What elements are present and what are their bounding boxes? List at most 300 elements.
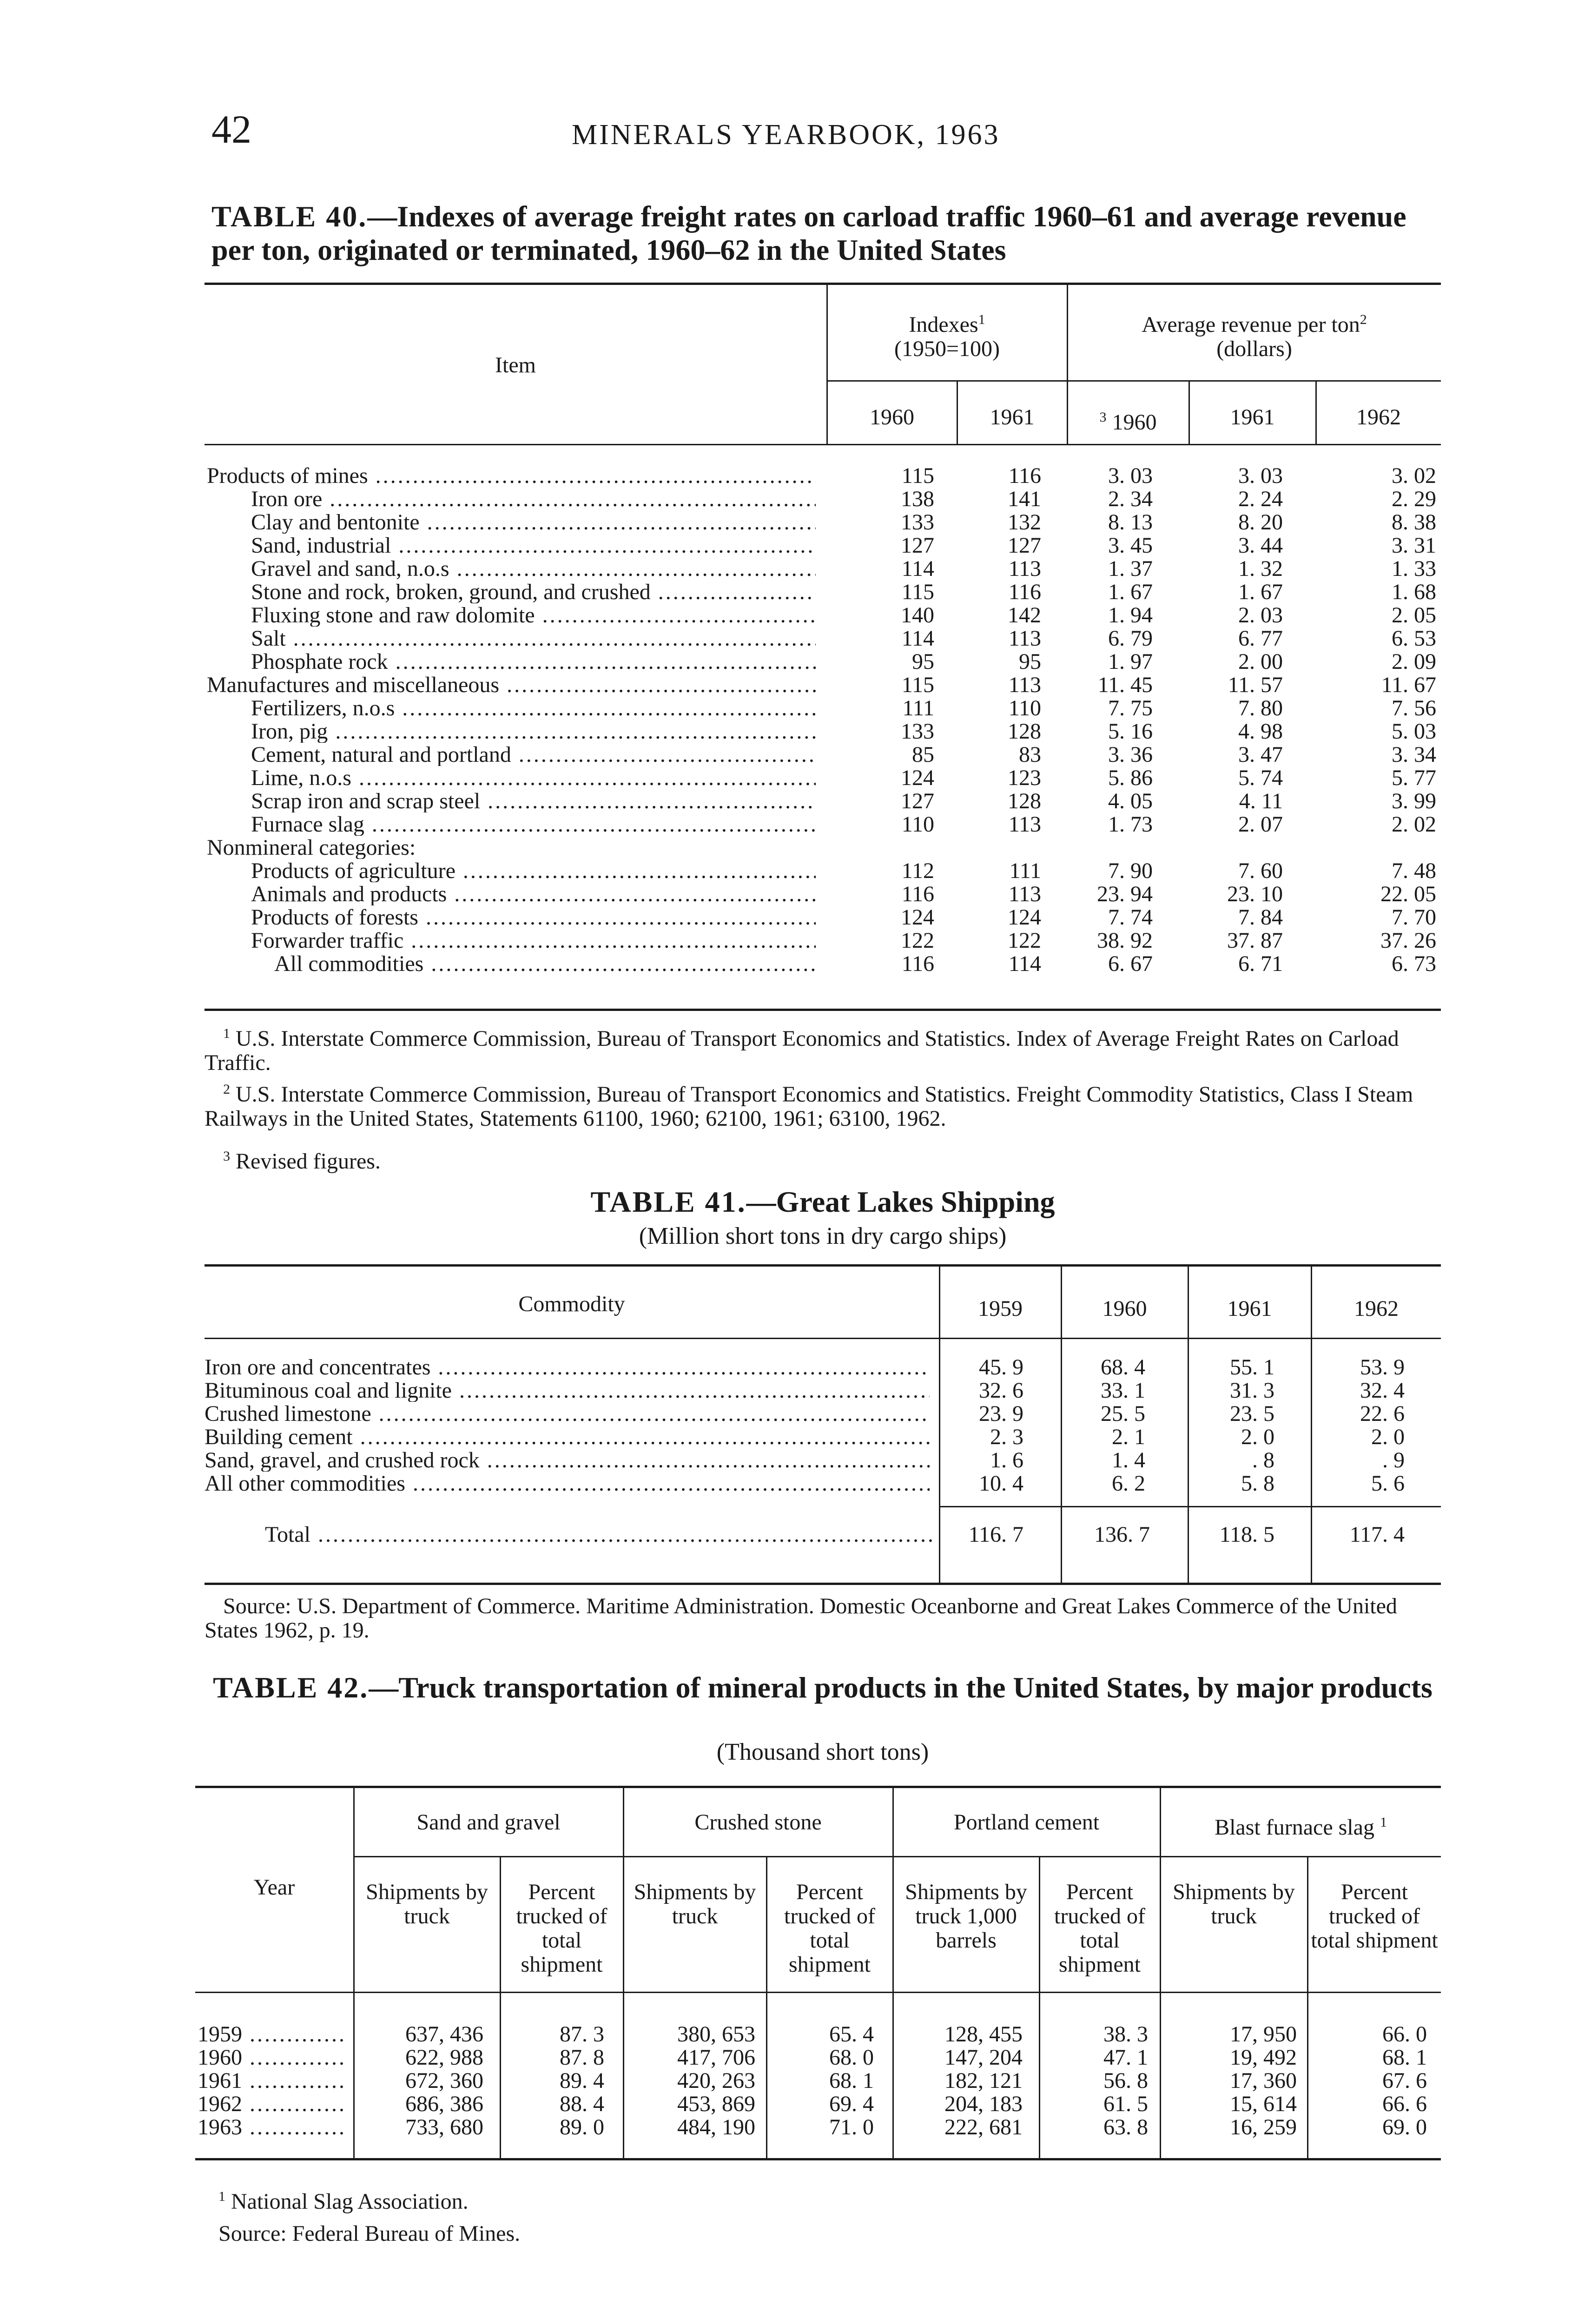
table40-cell: 115 [901,580,934,604]
footnote-text: Revised figures. [236,1149,381,1174]
table42-cell: 47. 1 [1103,2045,1148,2070]
table42-cell: 16, 259 [1230,2115,1297,2139]
table40-row-label: Iron, pig ..... [251,720,816,743]
table40-title [211,200,1439,267]
table40-cell: 116 [901,951,934,976]
table42-year-header: Year [253,1875,295,1900]
footnote-mark: 1 [223,1026,230,1041]
table40-cell: 7. 70 [1392,905,1436,930]
table41-cell: 10. 4 [979,1471,1023,1496]
table42-subcol: Percent trucked of total shipment [516,1880,607,1977]
table42-row [0,2070,1578,2092]
table42-cell: 69. 0 [1382,2115,1427,2139]
table41-top-rule [205,1264,1441,1267]
table40-indexes-label: Indexes [909,312,978,337]
table40-col-1960: 1960 [870,405,914,429]
table40-cell: 7. 90 [1108,858,1153,883]
table40-cell: 95 [912,649,934,674]
table41-cell: 33. 1 [1101,1378,1145,1403]
table40-cell: 4. 11 [1239,789,1283,813]
table41-bottom-rule [205,1583,1441,1585]
table40-col-rev-1960-label: 1960 [1112,410,1157,435]
table41-cell: 55. 1 [1230,1355,1274,1380]
table42-group-rule [353,1856,1441,1857]
table41-cell: 2. 3 [990,1425,1023,1449]
table40-cell: 122 [1008,928,1041,953]
table41-col-1959: 1959 [978,1296,1023,1321]
table42-cell: 88. 4 [560,2092,604,2116]
table40-row [0,860,1578,882]
table40-row [0,813,1578,836]
table41-row [0,1472,1578,1495]
table40-cell: 8. 13 [1108,510,1153,535]
table40-cell: 1. 68 [1392,580,1436,604]
table42-cell: 380, 653 [677,2022,755,2047]
table40-cell: 133 [901,510,934,535]
table42-group-blast-furnace-slag [1161,1810,1441,1840]
table40-cell: 132 [1008,510,1041,535]
table40-cell: 116 [901,882,934,906]
table40-revenue-label: Average revenue per ton [1142,312,1360,337]
table40-row-label: Animals and products ..... [251,883,816,905]
table42-cell: 71. 0 [829,2115,874,2139]
table40-cell: 5. 77 [1392,766,1436,790]
table41-total-row [205,1524,1441,1546]
table40-row [0,465,1578,487]
table42-title-text: —Truck transportation of mineral products in the United States, by major products [369,1671,1433,1704]
table42-row-year: 1960 ..... [198,2047,346,2069]
table42-cell: 65. 4 [829,2022,874,2047]
table40-cell: 3. 34 [1392,742,1436,767]
table40-cell: 114 [901,556,934,581]
table41-cell: 1. 6 [990,1448,1023,1472]
table42-cell: 672, 360 [405,2068,483,2093]
table40-cell: 4. 98 [1238,719,1283,744]
footnote-mark: 3 [223,1149,230,1164]
table42-cell: 222, 681 [944,2115,1023,2139]
table41-cell: 32. 6 [979,1378,1023,1403]
table40-row-label: Phosphate rock ..... [251,651,816,673]
table40-row [0,883,1578,905]
table41-row [0,1380,1578,1402]
table42-cell: 17, 950 [1230,2022,1297,2047]
table41-cell: 32. 4 [1360,1378,1405,1403]
table41-row-label: Bituminous coal and lignite ..... [205,1380,930,1402]
table40-cell: 5. 16 [1108,719,1153,744]
table40-cell: 1. 94 [1108,603,1153,627]
table40-bottom-rule [205,1009,1441,1011]
table42-footnote [218,2185,469,2214]
table42-row-year: 1963 ..... [198,2116,346,2139]
table41-cell: 45. 9 [979,1355,1023,1380]
table40-cell: 141 [1008,487,1041,511]
table40-cell: 114 [901,626,934,651]
table40-row [0,535,1578,557]
table42-group-crushed-stone: Crushed stone [694,1810,822,1835]
table40-cell: 114 [1008,951,1041,976]
table41-subtitle: (Million short tons in dry cargo ships) [639,1223,1007,1249]
table40-cell: 5. 74 [1238,766,1283,790]
table40-cell: 113 [1008,626,1041,651]
table40-row [0,906,1578,929]
table40-cell: 124 [901,766,934,790]
table41-cell: 31. 3 [1230,1378,1274,1403]
table42-group-sand-gravel: Sand and gravel [416,1810,561,1835]
footnote-text: National Slag Association. [231,2189,469,2214]
table40-col-rev-1962: 1962 [1356,405,1401,429]
table40-cell: 2. 00 [1238,649,1283,674]
table40-cell: 2. 09 [1392,649,1436,674]
table40-cell: 2. 34 [1108,487,1153,511]
table42-cell: 89. 0 [560,2115,604,2139]
table40-cell: 138 [901,487,934,511]
table40-revenue-header [1068,308,1441,361]
table40-row-label: Fluxing stone and raw dolomite ..... [251,604,816,627]
table41-row [0,1449,1578,1472]
table41-cell: 2. 1 [1112,1425,1145,1449]
table40-row-label: Furnace slag ..... [251,813,816,836]
table40-row-label: Iron ore ..... [251,488,816,510]
table40-cell: 22. 05 [1380,882,1436,906]
table42-row [0,2093,1578,2115]
table40-cell: 95 [1019,649,1041,674]
table40-cell: 128 [1008,789,1041,813]
table42-group-portland-cement: Portland cement [953,1810,1100,1835]
table40-cell: 113 [1008,882,1041,906]
table40-row [0,558,1578,580]
table42-subcol: Percent trucked of total shipment [1054,1880,1145,1977]
table40-row-label: Products of agriculture ..... [251,860,816,882]
table40-cell: 123 [1008,766,1041,790]
table41-cell: . 9 [1382,1448,1405,1472]
table40-cell: 37. 26 [1380,928,1436,953]
table40-cell: 113 [1008,812,1041,837]
table42-slag-label: Blast furnace slag [1215,1815,1374,1840]
table40-cell: 2. 29 [1392,487,1436,511]
table41-header-rule [205,1338,1441,1339]
table40-cell: 1. 73 [1108,812,1153,837]
table40-cell: 140 [901,603,934,627]
table42-row [0,2116,1578,2139]
table40-cell: 3. 03 [1108,463,1153,488]
table40-row [0,674,1578,696]
table40-row-label: Forwarder traffic ..... [251,930,816,952]
table40-row-label: Fertilizers, n.o.s ..... [251,697,816,720]
table41-total-1960: 136. 7 [1094,1522,1150,1547]
table40-row [0,744,1578,766]
table40-cell: 127 [901,533,934,558]
table40-cell: 3. 44 [1238,533,1283,558]
table42-cell: 420, 263 [677,2068,755,2093]
page-number: 42 [211,107,251,152]
table40-row [0,767,1578,789]
table41-col-1962: 1962 [1354,1296,1399,1321]
table41-col-1961: 1961 [1227,1296,1272,1321]
table40-cell: 110 [901,812,934,837]
table42-cell: 484, 190 [677,2115,755,2139]
table40-cell: 113 [1008,556,1041,581]
table40-row-label: Stone and rock, broken, ground, and crushed ..... [251,581,816,603]
table40-footnote-1 [205,1022,1441,1075]
table40-row [0,581,1578,603]
table40-cell: 2. 02 [1392,812,1436,837]
table40-cell: 8. 20 [1238,510,1283,535]
table42-cell: 622, 988 [405,2045,483,2070]
table40-cell: 112 [901,858,934,883]
table42-cell: 182, 121 [944,2068,1023,2093]
table41-col-1960: 1960 [1102,1296,1147,1321]
table40-row [0,651,1578,673]
table40-row [0,930,1578,952]
table40-cell: 3. 45 [1108,533,1153,558]
table42-subcol: Percent trucked of total shipment [784,1880,875,1977]
table41-row [0,1403,1578,1425]
table40-cell: 115 [901,463,934,488]
table40-cell: 7. 84 [1238,905,1283,930]
table40-cell: 4. 05 [1108,789,1153,813]
table40-cell: 23. 94 [1097,882,1153,906]
table41-cell: 5. 8 [1241,1471,1274,1496]
table40-cell: 115 [901,673,934,697]
footnote-text: U.S. Interstate Commerce Commission, Bureau of Transport Economics and Statistics. Freight Commodity Statistics, Class I Steam Railways in the United States, Statements 61100, 1960; 62100, 1961; 63100, 1962. [205,1082,1413,1131]
table40-cell: 1. 37 [1108,556,1153,581]
table40-cell: 7. 80 [1238,696,1283,720]
table40-title-text: —Indexes of average freight rates on carload traffic 1960–61 and average revenue per ton, originated or terminated, 1960–62 in the United States [211,200,1406,266]
table40-cell: 3. 02 [1392,463,1436,488]
table40-header-bottom-rule [205,444,1441,445]
table40-top-rule [205,283,1441,285]
table40-label: TABLE 40. [211,200,368,233]
table40-revised-mark: 3 [1099,409,1107,425]
table41-cell: 53. 9 [1360,1355,1405,1380]
table42-label: TABLE 42. [213,1671,369,1704]
table41-row-label: Iron ore and concentrates ..... [205,1356,930,1379]
table41-cell: 1. 4 [1112,1448,1145,1472]
table40-cell: 7. 48 [1392,858,1436,883]
footnote-mark: 2 [223,1082,230,1097]
table40-cell: 3. 03 [1238,463,1283,488]
table42-cell: 63. 8 [1103,2115,1148,2139]
table42-cell: 686, 386 [405,2092,483,2116]
table42-cell: 61. 5 [1103,2092,1148,2116]
table42-subcol: Shipments by truck [634,1880,756,1928]
table40-cell: 3. 47 [1238,742,1283,767]
table40-row [0,953,1578,975]
table42-cell: 17, 360 [1230,2068,1297,2093]
table41-total-1961: 118. 5 [1219,1522,1274,1547]
table42-cell: 68. 0 [829,2045,874,2070]
table40-cell: 5. 86 [1108,766,1153,790]
table40-cell: 6. 53 [1392,626,1436,651]
table42-row-year: 1959 ..... [198,2023,346,2046]
table40-cell: 6. 71 [1238,951,1283,976]
table40-col-rev-1960 [1068,405,1188,435]
footnote-text: U.S. Interstate Commerce Commission, Bureau of Transport Economics and Statistics. Index of Average Freight Rates on Carload Traffic. [205,1026,1399,1075]
table42-cell: 204, 183 [944,2092,1023,2116]
table40-cell: 1. 67 [1238,580,1283,604]
table40-header-rule [826,380,1441,382]
table40-cell: 1. 97 [1108,649,1153,674]
table41-cell: 2. 0 [1241,1425,1274,1449]
table40-row-label: Sand, industrial ..... [251,535,816,557]
table42-slag-note: 1 [1380,1815,1387,1830]
table41-total-rule [939,1506,1441,1507]
table42-cell: 68. 1 [1382,2045,1427,2070]
table40-indexes-header [827,308,1067,361]
table40-cell: 142 [1008,603,1041,627]
table41-cell: 23. 9 [979,1401,1023,1426]
table40-cell: 23. 10 [1227,882,1283,906]
table40-row-label: Gravel and sand, n.o.s ..... [251,558,816,580]
table42-cell: 66. 6 [1382,2092,1427,2116]
table42-cell: 637, 436 [405,2022,483,2047]
table41-label: TABLE 41. [590,1185,746,1218]
table40-row-label: Salt ..... [251,627,816,650]
table42-subcol: Shipments by truck 1,000 barrels [905,1880,1027,1953]
table42-cell: 453, 869 [677,2092,755,2116]
table40-cell: 2. 07 [1238,812,1283,837]
table40-cell: 7. 56 [1392,696,1436,720]
table40-col-1961: 1961 [990,405,1035,429]
table42-cell: 89. 4 [560,2068,604,2093]
table40-row [0,627,1578,650]
table41-cell: 25. 5 [1101,1401,1145,1426]
table42-source: Source: Federal Bureau of Mines. [218,2221,521,2246]
table41-title [205,1185,1441,1219]
table40-cell: 11. 67 [1381,673,1436,697]
table41-cell: 2. 0 [1371,1425,1405,1449]
table40-row-label: Nonmineral categories: [207,837,416,859]
table40-cell: 37. 87 [1227,928,1283,953]
table42-cell: 87. 8 [560,2045,604,2070]
table41-commodity-header: Commodity [518,1292,625,1316]
table40-cell: 38. 92 [1097,928,1153,953]
table40-row [0,488,1578,510]
table40-cell: 133 [901,719,934,744]
table42-subcol: Shipments by truck [366,1880,488,1928]
table42-row-year: 1962 ..... [198,2093,346,2115]
table42-header-rule [195,1992,1441,1993]
table40-cell: 127 [1008,533,1041,558]
footnote-mark: 1 [218,2189,225,2204]
table42-cell: 87. 3 [560,2022,604,2047]
table40-cell: 116 [1008,580,1041,604]
table41-total-1962: 117. 4 [1349,1522,1405,1547]
table42-bottom-rule [195,2158,1441,2160]
table41-row [0,1426,1578,1448]
table40-indexes-note: 1 [978,312,985,327]
table40-cell: 124 [1008,905,1041,930]
table42-subcol: Shipments by truck [1173,1880,1295,1928]
table40-cell: 1. 33 [1392,556,1436,581]
table40-cell: 122 [901,928,934,953]
table40-indexes-base: (1950=100) [894,337,1000,361]
table40-cell: 11. 45 [1097,673,1153,697]
table40-cell: 7. 74 [1108,905,1153,930]
table40-footnote-2 [205,1077,1441,1131]
table42-cell: 67. 6 [1382,2068,1427,2093]
table40-cell: 3. 99 [1392,789,1436,813]
table42-cell: 147, 204 [944,2045,1023,2070]
table41-row-label: All other commodities ..... [205,1472,930,1495]
table40-cell: 116 [1008,463,1041,488]
table40-row-label: All commodities ..... [274,953,816,975]
table40-cell: 3. 36 [1108,742,1153,767]
table40-row [0,790,1578,812]
table41-row-label: Building cement ..... [205,1426,930,1448]
table40-cell: 85 [912,742,934,767]
table40-cell: 7. 75 [1108,696,1153,720]
table40-cell: 124 [901,905,934,930]
table40-cell: 1. 32 [1238,556,1283,581]
table41-cell: 5. 6 [1371,1471,1405,1496]
table42-cell: 56. 8 [1103,2068,1148,2093]
table40-row [0,604,1578,627]
table40-cell: 5. 03 [1392,719,1436,744]
running-head: MINERALS YEARBOOK, 1963 [572,119,1000,151]
table41-cell: 22. 6 [1360,1401,1405,1426]
table41-cell: . 8 [1252,1448,1274,1472]
table40-row-label: Cement, natural and portland ..... [251,744,816,766]
table40-row-label: Products of mines ..... [207,465,816,487]
table40-row-label: Clay and bentonite ..... [251,511,816,534]
table40-cell: 113 [1008,673,1041,697]
table40-cell: 11. 57 [1228,673,1283,697]
table40-cell: 2. 05 [1392,603,1436,627]
table41-cell: 23. 5 [1230,1401,1274,1426]
table42-cell: 69. 4 [829,2092,874,2116]
table41-source: Source: U.S. Department of Commerce. Maritime Administration. Domestic Oceanborne and Great Lakes Commerce of the United States 1962, p. 19. [205,1594,1397,1643]
table42-cell: 417, 706 [677,2045,755,2070]
table42-cell: 38. 3 [1103,2022,1148,2047]
table41-row-label: Sand, gravel, and crushed rock ..... [205,1449,930,1472]
table41-row [0,1356,1578,1379]
table41-cell: 6. 2 [1112,1471,1145,1496]
table40-row-label: Manufactures and miscellaneous ..... [207,674,816,696]
table40-cell: 128 [1008,719,1041,744]
table40-revenue-unit: (dollars) [1216,337,1292,361]
table40-cell: 2. 03 [1238,603,1283,627]
table40-cell: 6. 67 [1108,951,1153,976]
table42-cell: 128, 455 [944,2022,1023,2047]
table40-footnote-3 [205,1144,1441,1174]
table40-cell: 83 [1019,742,1041,767]
table40-cell: 6. 73 [1392,951,1436,976]
table42-subtitle: (Thousand short tons) [716,1739,929,1765]
table40-cell: 2. 24 [1238,487,1283,511]
table41-title-text: —Great Lakes Shipping [746,1185,1055,1218]
table42-title [205,1671,1441,1704]
table40-cell: 6. 77 [1238,626,1283,651]
table40-cell: 6. 79 [1108,626,1153,651]
table40-cell: 111 [1009,858,1041,883]
table41-total-1959: 116. 7 [968,1522,1023,1547]
table42-cell: 68. 1 [829,2068,874,2093]
table42-row [0,2047,1578,2069]
table42-row [0,2023,1578,2046]
table40-row [0,697,1578,720]
table42-subcol: Percent trucked of total shipment [1311,1880,1438,1953]
table40-cell: 8. 38 [1392,510,1436,535]
table40-cell: 3. 31 [1392,533,1436,558]
table41-cell: 68. 4 [1101,1355,1145,1380]
table40-row-label: Lime, n.o.s ..... [251,767,816,789]
table42-cell: 19, 492 [1230,2045,1297,2070]
table40-cell: 110 [1008,696,1041,720]
table40-row-label: Products of forests ..... [251,906,816,929]
table40-cell: 127 [901,789,934,813]
table40-revenue-note: 2 [1360,312,1367,327]
